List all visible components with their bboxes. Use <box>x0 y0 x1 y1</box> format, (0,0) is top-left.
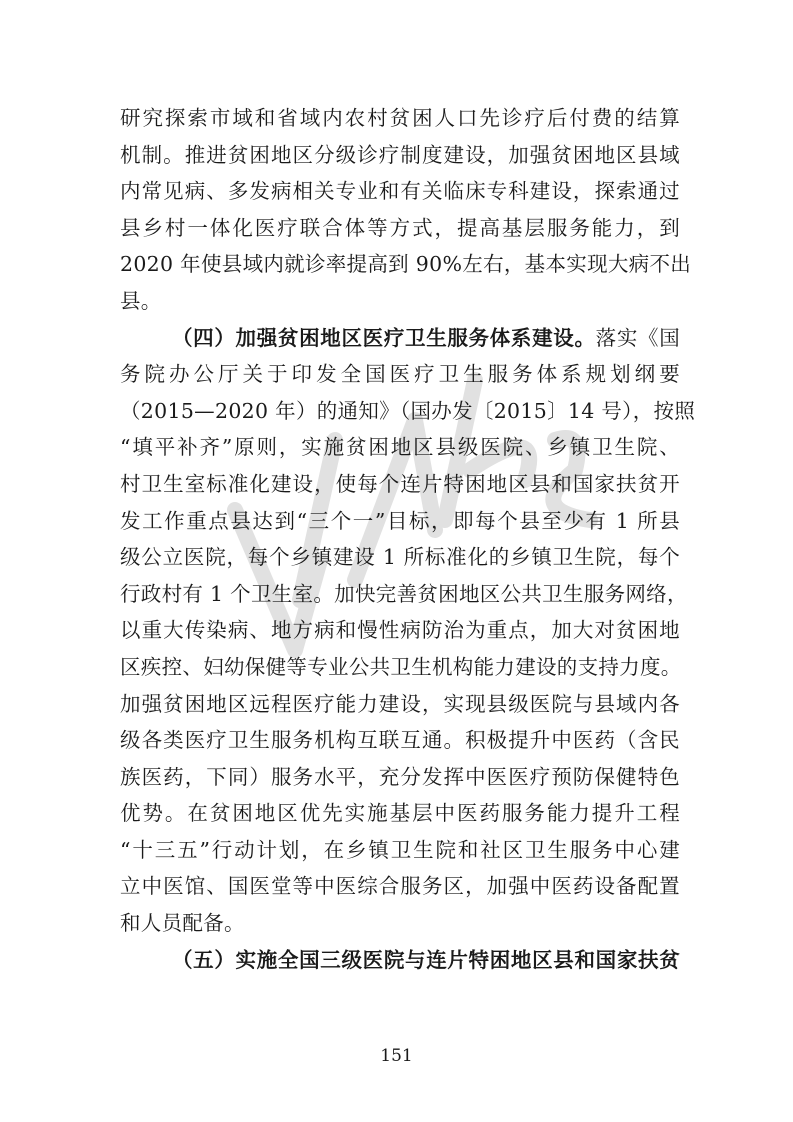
line-text: （2015—2020 年）的通知》（国办发〔2015〕14 号），按照 <box>120 398 696 423</box>
line-text: 行政村有 1 个卫生室。加快完善贫困地区公共卫生服务网络， <box>120 581 688 606</box>
text-line <box>120 503 680 540</box>
line-text: 村卫生室标准化建设，使每个连片特困地区县和国家扶贫开 <box>120 471 680 496</box>
text-line <box>120 466 680 503</box>
line-text: 族医药，下同）服务水平，充分发挥中医医疗预防保健特色 <box>120 764 680 789</box>
page-number: 151 <box>380 1046 413 1066</box>
text-line <box>120 429 680 466</box>
line-text: 县。 <box>120 288 162 313</box>
line-text: 机制。推进贫困地区分级诊疗制度建设，加强贫困地区县域 <box>120 142 680 167</box>
line-text: 县乡村一体化医疗联合体等方式，提高基层服务能力，到 <box>120 215 680 240</box>
line-text: “填平补齐”原则，实施贫困地区县级医院、乡镇卫生院、 <box>120 435 680 460</box>
text-line <box>120 173 680 210</box>
line-text: 级公立医院，每个乡镇建设 1 所标准化的乡镇卫生院，每个 <box>120 545 680 570</box>
text-line <box>120 539 680 576</box>
line-text: 研究探索市域和省域内农村贫困人口先诊疗后付费的结算 <box>120 106 680 130</box>
text-line <box>120 612 680 649</box>
text-line <box>120 905 680 942</box>
text-line <box>120 393 696 430</box>
line-text: 和人员配备。 <box>120 911 245 936</box>
line-text: 级各类医疗卫生服务机构互联互通。积极提升中医药（含民 <box>120 728 680 753</box>
line-text: 务院办公厅关于印发全国医疗卫生服务体系规划纲要 <box>120 362 680 387</box>
line-text: 立中医馆、国医堂等中医综合服务区，加强中医药设备配置 <box>120 874 680 899</box>
line-text: 加强贫困地区远程医疗能力建设，实现县级医院与县域内各 <box>120 691 680 716</box>
line-text: 发工作重点县达到“三个一”目标，即每个县至少有 1 所县 <box>120 508 680 533</box>
text-line <box>120 722 680 759</box>
text-line <box>120 649 680 686</box>
line-text: 内常见病、多发病相关专业和有关临床专科建设，探索通过 <box>120 179 680 204</box>
text-line <box>120 320 680 357</box>
line-text: 落实《国 <box>595 325 681 350</box>
text-line <box>120 100 680 137</box>
line-text: 2020 年使县域内就诊率提高到 90%左右，基本实现大病不出 <box>120 252 692 277</box>
body-text <box>120 100 696 978</box>
line-text: 优势。在贫困地区优先实施基层中医药服务能力提升工程 <box>120 801 680 826</box>
text-line <box>120 137 680 174</box>
text-line <box>120 868 680 905</box>
text-line <box>120 356 680 393</box>
text-line <box>120 832 680 869</box>
text-line <box>120 795 680 832</box>
line-text: “十三五”行动计划，在乡镇卫生院和社区卫生服务中心建 <box>120 837 680 862</box>
section-heading: （四）加强贫困地区医疗卫生服务体系建设。 <box>172 325 596 350</box>
text-line <box>120 942 680 979</box>
text-line <box>120 759 680 796</box>
text-line <box>120 283 680 320</box>
text-line <box>120 576 688 613</box>
section-heading: （五）实施全国三级医院与连片特困地区县和国家扶贫 <box>172 947 680 972</box>
text-line <box>120 246 692 283</box>
text-line <box>120 686 680 723</box>
line-text: 以重大传染病、地方病和慢性病防治为重点，加大对贫困地 <box>120 618 680 643</box>
line-text: 区疾控、妇幼保健等专业公共卫生机构能力建设的支持力度。 <box>120 654 682 679</box>
text-line <box>120 210 680 247</box>
